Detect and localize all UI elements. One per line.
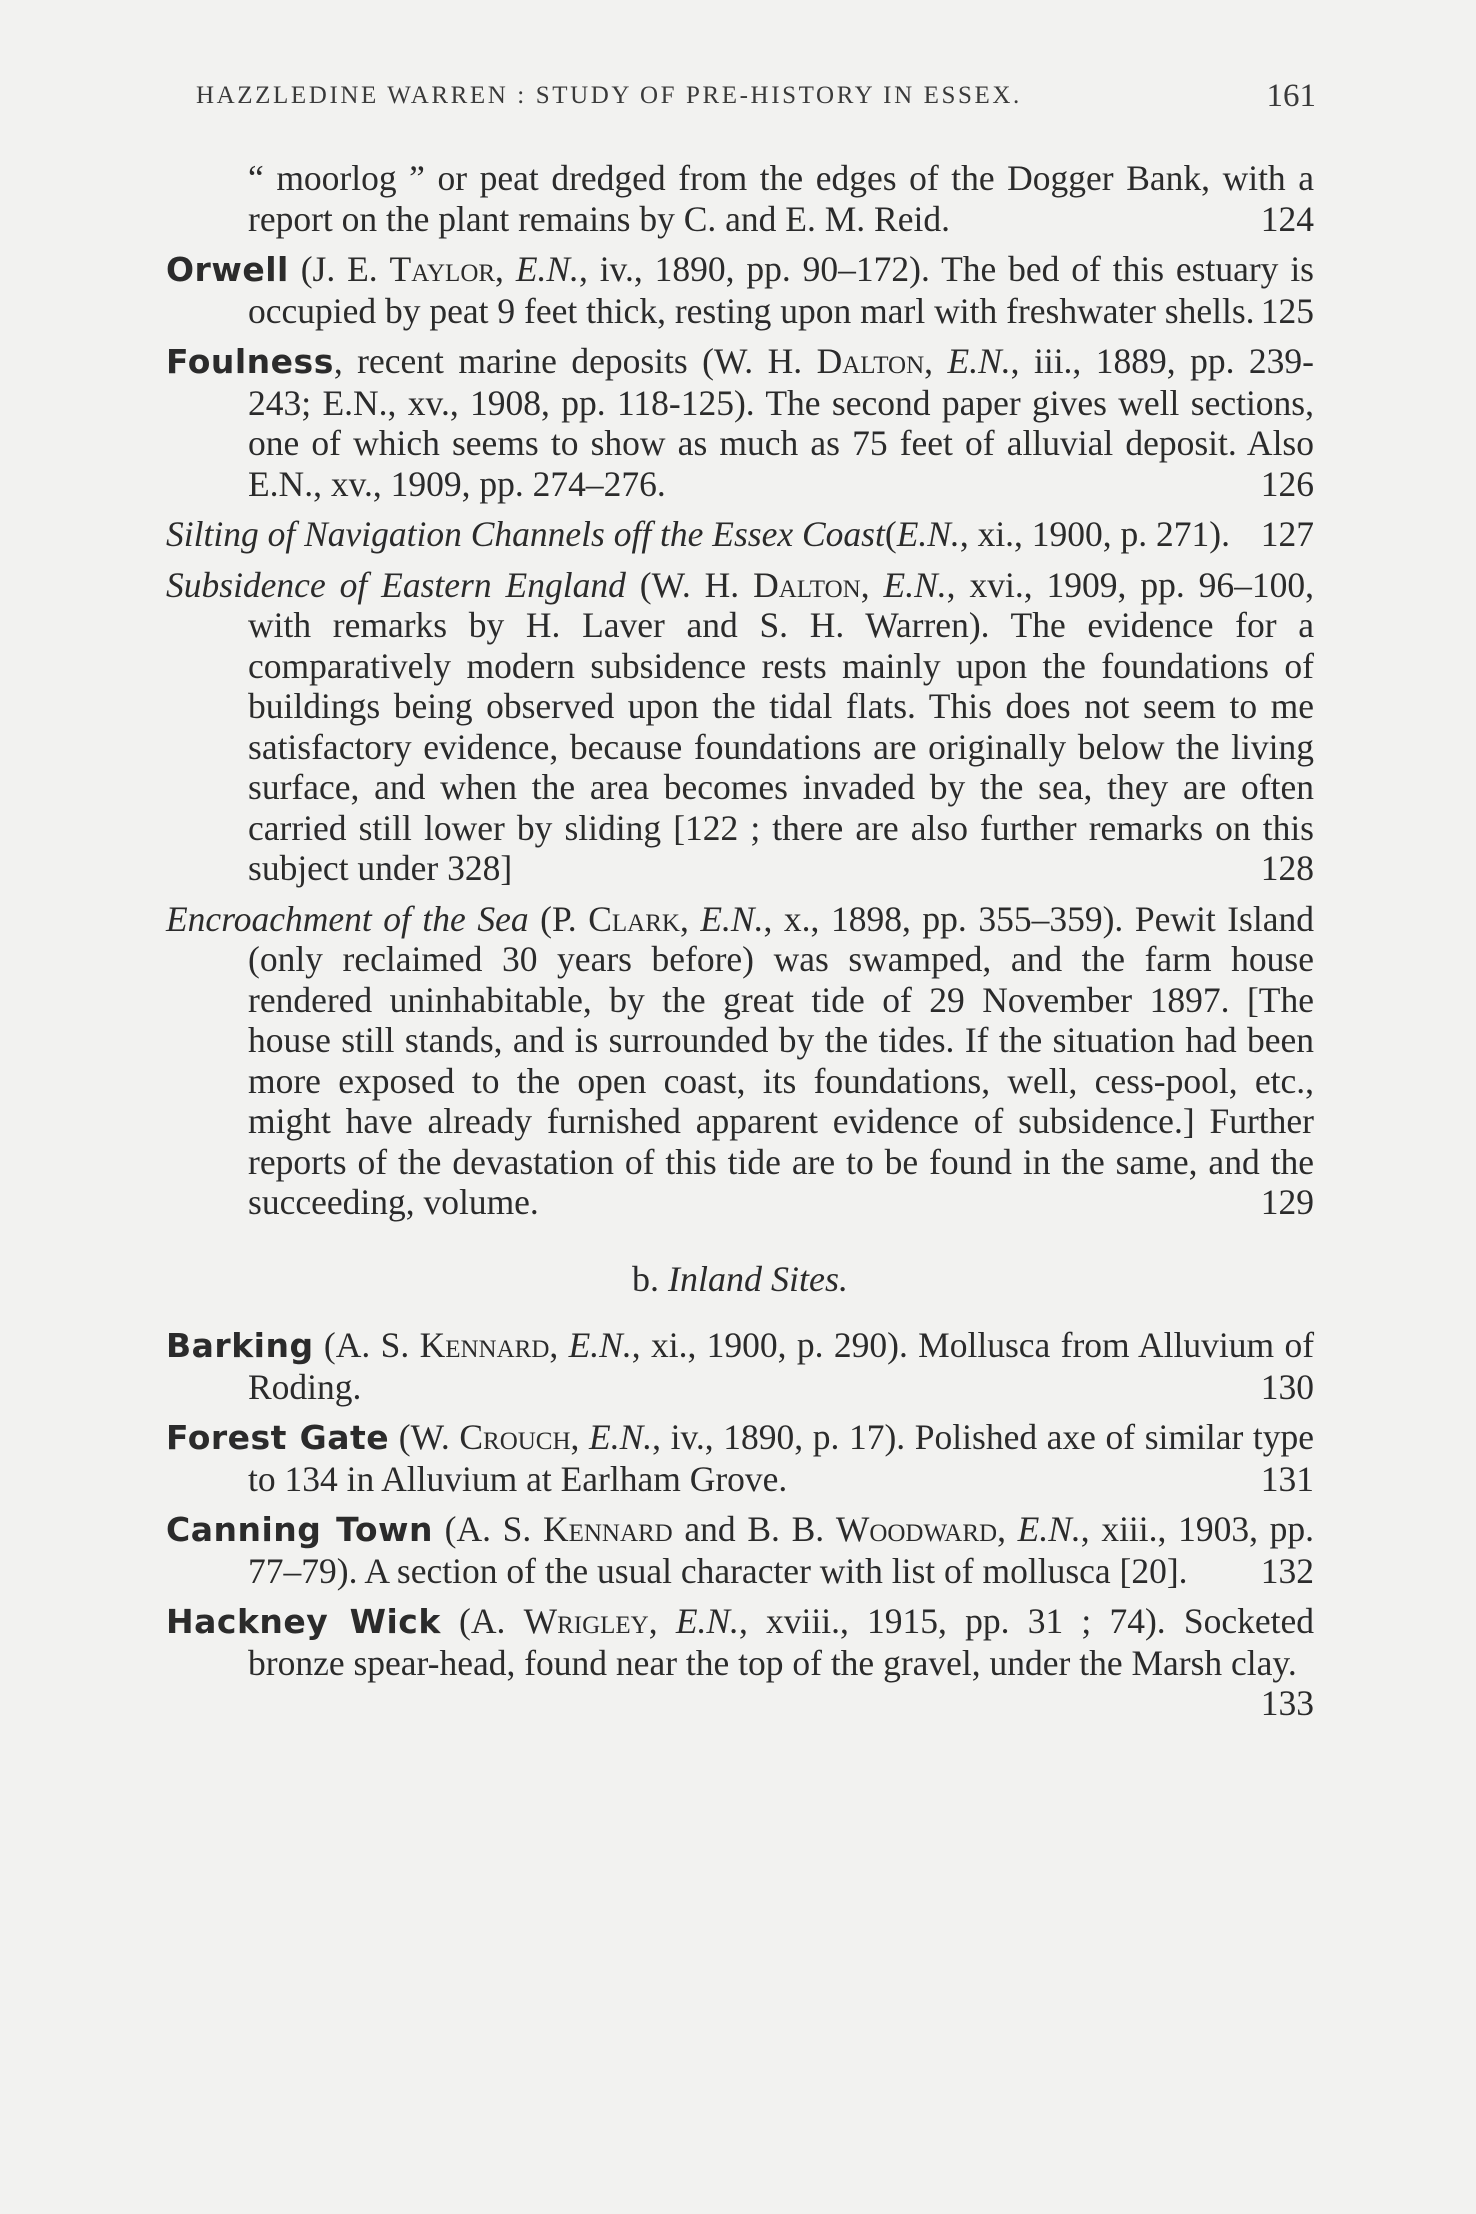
entry-author-2: Woodward	[835, 1509, 998, 1549]
section-subheading	[166, 1259, 1314, 1300]
entry-citation-open: (A. S.	[313, 1325, 420, 1365]
entry-journal: E.N.	[896, 514, 960, 554]
list-item	[166, 899, 1314, 1223]
list-item	[166, 514, 1314, 555]
entry-citation-open: (W. H.	[625, 564, 754, 605]
entry-author: Kennard	[542, 1509, 673, 1549]
entry-author: Kennard	[419, 1325, 550, 1365]
running-head: HAZZLEDINE WARREN : STUDY OF PRE-HISTORY IN ESSEX.	[196, 82, 1022, 109]
list-item	[166, 565, 1314, 889]
entry-sep: ,	[679, 898, 701, 939]
entry-text: , iii., 1889, pp. 239-243; E.N., xv., 1908, pp. 118-125). The second paper gives well sections, one of which seems to show as much as 75 feet of alluvial deposit. Also E.N., xv., 1909, pp. 274–276.	[248, 341, 1315, 504]
list-item	[166, 249, 1314, 331]
entry-heading: Barking	[166, 1326, 314, 1365]
entry-author: Crouch	[459, 1417, 571, 1457]
entry-title: Encroachment of the Sea	[166, 898, 529, 939]
entry-citation-open: , recent marine deposits (W. H.	[333, 341, 817, 381]
entry-journal: E.N.	[515, 249, 579, 289]
entry-sep: ,	[549, 1325, 569, 1365]
entry-citation-open: (P.	[528, 898, 589, 939]
list-item	[166, 1417, 1314, 1499]
page-number: 161	[1266, 78, 1316, 114]
entry-sep: ,	[570, 1417, 590, 1457]
entry-heading: Forest Gate	[166, 1418, 390, 1457]
entry-heading: Orwell	[166, 250, 289, 289]
entry-journal: E.N.	[589, 1417, 653, 1457]
entry-sep-2: ,	[997, 1509, 1018, 1549]
entry-citation-open: (W.	[389, 1417, 460, 1457]
entry-text: , iv., 1890, pp. 90–172). The bed of this estuary is occupied by peat 9 feet thick, resting upon marl with freshwater shells.	[248, 249, 1314, 331]
entry-sep: ,	[648, 1601, 676, 1641]
entry-number: 124	[1260, 198, 1314, 239]
entry-title: Silting of Navigation Channels off the Essex Coast	[166, 514, 885, 554]
entry-journal: E.N.	[568, 1325, 632, 1365]
subheading-title: Inland Sites.	[668, 1258, 848, 1299]
entry-number: 126	[1260, 463, 1314, 504]
entry-number: 129	[1260, 1182, 1314, 1222]
list-item	[166, 1601, 1314, 1723]
entry-journal: E.N.	[700, 898, 764, 939]
list-item	[166, 158, 1314, 239]
subheading-prefix: b.	[632, 1258, 659, 1299]
entry-journal: E.N.	[947, 341, 1011, 381]
entry-number: 130	[1260, 1366, 1314, 1407]
entry-heading: Foulness	[166, 342, 334, 381]
entry-citation-open: (	[884, 514, 897, 554]
entry-text: , xi., 1900, p. 290). Mollusca from Alluvium of Roding.	[248, 1325, 1315, 1407]
entry-number: 127	[1260, 514, 1314, 554]
list-item	[166, 1509, 1314, 1591]
entry-citation-open: (A. S.	[432, 1509, 543, 1549]
entry-journal: E.N.	[1017, 1509, 1081, 1549]
entry-author: Dalton	[816, 341, 925, 381]
entry-journal: E.N.	[675, 1601, 739, 1641]
list-item	[166, 341, 1314, 504]
list-item	[166, 1325, 1314, 1407]
page-header	[196, 78, 1316, 122]
entry-heading: Hackney Wick	[166, 1602, 441, 1641]
entry-author: Dalton	[753, 564, 861, 605]
entry-text: , xvi., 1909, pp. 96–100, with remarks by H. Laver and S. H. Warren). The evidence for a comparatively modern subsidence rests mainly upon the foundations of buildings being observed upon the tidal flats. This does not seem to me satisfactory evidence, because foundations are originally below the living surface, and when the area becomes invaded by the sea, they are often carried still lower by sliding [122 ; there are also further remarks on this subject under 328]	[248, 564, 1314, 888]
entry-number: 131	[1260, 1458, 1314, 1499]
entry-number: 133	[1260, 1683, 1314, 1723]
entry-citation-open: (J. E.	[288, 249, 390, 289]
entry-number: 132	[1260, 1550, 1314, 1591]
entry-text: , x., 1898, pp. 355–359). Pewit Island (only reclaimed 30 years before) was swamped, and the farm house rendered uninhabitable, by the great tide of 29 November 1897. [The house still stands, and is surrounded by the tides. If the situation had been more exposed to the open coast, its foundations, well, cess-pool, etc., might have already furnished apparent evidence of subsidence.] Further reports of the devastation of this tide are to be found in the same, and the succeeding, volume.	[248, 898, 1314, 1222]
entry-text: , xviii., 1915, pp. 31 ; 74). Socketed bronze spear-head, found near the top of the gravel, under the Marsh clay.	[248, 1601, 1314, 1683]
page-body	[166, 158, 1314, 1724]
entry-author: Wrigley	[523, 1601, 649, 1641]
entry-text: , xiii., 1903, pp. 77–79). A section of the usual character with list of mollusca [20].	[248, 1509, 1314, 1591]
entry-sep: and B. B.	[672, 1509, 836, 1549]
entry-journal: E.N.	[883, 564, 947, 605]
entry-sep: ,	[924, 341, 948, 381]
entry-sep: ,	[495, 249, 516, 289]
entry-number: 125	[1260, 290, 1314, 331]
entry-text: “ moorlog ” or peat dredged from the edges of the Dogger Bank, with a report on the plant remains by C. and E. M. Reid.	[248, 158, 1314, 239]
entry-text: , xi., 1900, p. 271).	[959, 514, 1230, 554]
entry-text: , iv., 1890, p. 17). Polished axe of similar type to 134 in Alluvium at Earlham Grove.	[248, 1417, 1315, 1499]
entry-author: Clark	[588, 898, 680, 939]
entry-number: 128	[1260, 848, 1314, 888]
entry-citation-open: (A.	[440, 1601, 524, 1641]
entry-sep: ,	[860, 564, 884, 605]
entry-heading: Canning Town	[166, 1510, 433, 1549]
entry-title: Subsidence of Eastern England	[166, 564, 626, 605]
entry-author: Taylor	[389, 249, 496, 289]
